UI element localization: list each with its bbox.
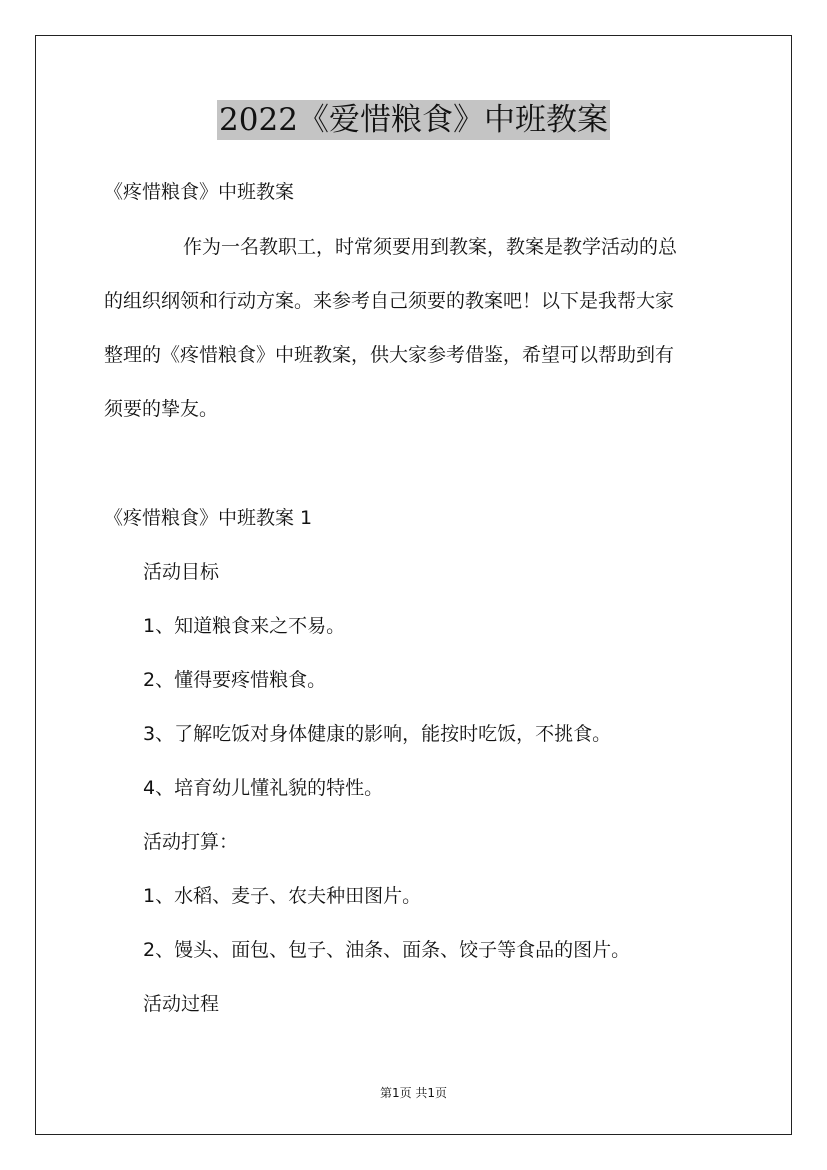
goal-item-2: 2、懂得要疼惜粮食。 (143, 669, 327, 691)
goal-item-1: 1、知道粮食来之不易。 (143, 615, 346, 637)
prep-heading: 活动打算： (143, 831, 239, 853)
intro-line-2: 的组织纲领和行动方案。来参考自己须要的教案吧！以下是我帮大家 (104, 290, 675, 312)
document-title-wrap (0, 100, 827, 140)
subtitle: 《疼惜粮食》中班教案 (104, 181, 295, 203)
goal-item-3: 3、了解吃饭对身体健康的影响，能按时吃饭，不挑食。 (143, 723, 612, 745)
section-heading: 《疼惜粮食》中班教案 1 (104, 507, 313, 529)
goal-item-4: 4、培育幼儿懂礼貌的特性。 (143, 777, 384, 799)
goals-heading: 活动目标 (143, 561, 220, 583)
process-heading: 活动过程 (143, 993, 220, 1015)
intro-line-4: 须要的挚友。 (104, 398, 219, 420)
page-footer: 第1页 共1页 (379, 1086, 448, 1100)
prep-item-1: 1、水稻、麦子、农夫种田图片。 (143, 885, 422, 907)
intro-line-1: 作为一名教职工，时常须要用到教案，教案是教学活动的总 (183, 236, 678, 258)
document-title: 2022《爱惜粮食》中班教案 (219, 102, 608, 138)
prep-item-2: 2、馒头、面包、包子、油条、面条、饺子等食品的图片。 (143, 939, 631, 961)
intro-line-3: 整理的《疼惜粮食》中班教案，供大家参考借鉴，希望可以帮助到有 (104, 344, 675, 366)
